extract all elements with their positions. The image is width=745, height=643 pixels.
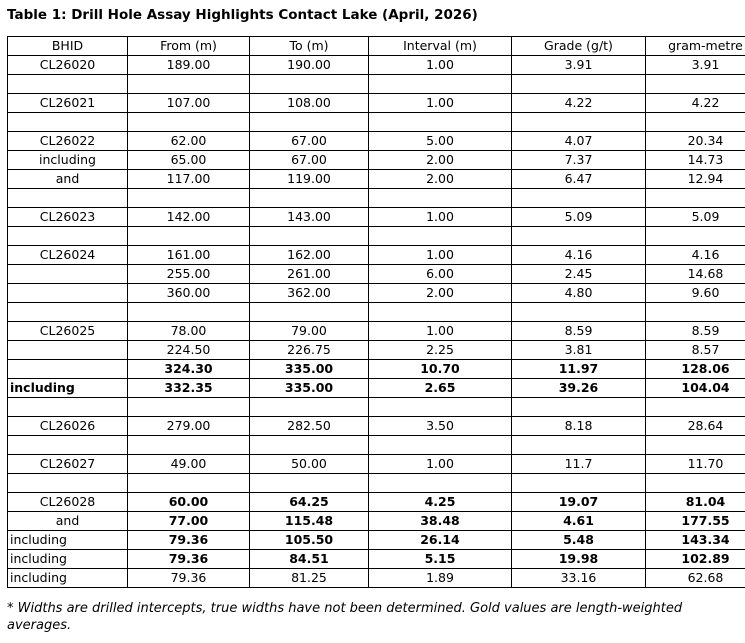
table-cell: 190.00: [250, 56, 369, 75]
table-cell: 143.34: [646, 531, 745, 550]
table-row: [8, 265, 745, 284]
table-cell: [512, 398, 646, 417]
table-cell: [512, 113, 646, 132]
table-cell: CL26022: [8, 132, 128, 151]
table-cell: including: [8, 569, 128, 588]
table-row: [8, 512, 745, 531]
table-cell: 107.00: [128, 94, 250, 113]
table-cell: 9.60: [646, 284, 745, 303]
spacer-row: [8, 436, 745, 455]
table-cell: CL26026: [8, 417, 128, 436]
table-cell: CL26028: [8, 493, 128, 512]
table-cell: 79.36: [128, 550, 250, 569]
table-cell: 261.00: [250, 265, 369, 284]
table-cell: 6.47: [512, 170, 646, 189]
table-cell: 26.14: [369, 531, 512, 550]
table-cell: including: [8, 151, 128, 170]
table-cell: [369, 436, 512, 455]
table-cell: 67.00: [250, 132, 369, 151]
column-header: Interval (m): [369, 37, 512, 56]
table-cell: 79.36: [128, 569, 250, 588]
table-cell: 78.00: [128, 322, 250, 341]
table-cell: [8, 360, 128, 379]
spacer-row: [8, 75, 745, 94]
table-cell: [8, 284, 128, 303]
table-cell: 28.64: [646, 417, 745, 436]
table-cell: 11.97: [512, 360, 646, 379]
table-cell: CL26021: [8, 94, 128, 113]
table-cell: 19.07: [512, 493, 646, 512]
table-row: [8, 246, 745, 265]
table-cell: 33.16: [512, 569, 646, 588]
table-cell: 4.22: [646, 94, 745, 113]
table-cell: 77.00: [128, 512, 250, 531]
table-cell: 4.22: [512, 94, 646, 113]
table-cell: 360.00: [128, 284, 250, 303]
table-cell: [8, 436, 128, 455]
table-cell: 62.68: [646, 569, 745, 588]
column-header: gram-metre: [646, 37, 745, 56]
table-cell: 1.00: [369, 246, 512, 265]
table-cell: and: [8, 512, 128, 531]
table-cell: [646, 398, 745, 417]
table-cell: [128, 113, 250, 132]
table-cell: 12.94: [646, 170, 745, 189]
spacer-row: [8, 113, 745, 132]
table-cell: 65.00: [128, 151, 250, 170]
table-cell: 4.07: [512, 132, 646, 151]
footnote: * Widths are drilled intercepts, true widths have not been determined. Gold values are length-weighted averages.: [7, 601, 683, 633]
table-cell: 3.91: [646, 56, 745, 75]
table-cell: 108.00: [250, 94, 369, 113]
table-row: [8, 341, 745, 360]
table-cell: 5.15: [369, 550, 512, 569]
table-cell: 4.80: [512, 284, 646, 303]
table-cell: 2.00: [369, 151, 512, 170]
table-cell: 119.00: [250, 170, 369, 189]
table-cell: [250, 75, 369, 94]
table-row: [8, 531, 745, 550]
table-row: [8, 94, 745, 113]
table-cell: [369, 75, 512, 94]
table-cell: [646, 227, 745, 246]
table-cell: 49.00: [128, 455, 250, 474]
table-cell: [512, 227, 646, 246]
table-cell: 335.00: [250, 379, 369, 398]
table-row: [8, 417, 745, 436]
table-cell: CL26027: [8, 455, 128, 474]
spacer-row: [8, 398, 745, 417]
table-cell: CL26020: [8, 56, 128, 75]
table-cell: 282.50: [250, 417, 369, 436]
table-cell: [369, 303, 512, 322]
table-cell: [250, 227, 369, 246]
table-cell: [646, 113, 745, 132]
table-cell: 105.50: [250, 531, 369, 550]
table-cell: including: [8, 531, 128, 550]
table-cell: 60.00: [128, 493, 250, 512]
table-cell: [128, 303, 250, 322]
table-cell: [8, 303, 128, 322]
table-cell: [8, 474, 128, 493]
table-row: [8, 569, 745, 588]
table-cell: CL26024: [8, 246, 128, 265]
table-cell: 4.25: [369, 493, 512, 512]
table-cell: 6.00: [369, 265, 512, 284]
table-cell: 38.48: [369, 512, 512, 531]
table-cell: 5.48: [512, 531, 646, 550]
table-cell: [369, 189, 512, 208]
table-cell: 224.50: [128, 341, 250, 360]
table-row: [8, 170, 745, 189]
table-cell: [250, 398, 369, 417]
table-cell: 81.04: [646, 493, 745, 512]
assay-table: [7, 36, 745, 588]
table-cell: [8, 265, 128, 284]
table-cell: [646, 75, 745, 94]
table-cell: [128, 474, 250, 493]
table-row: [8, 493, 745, 512]
table-row: [8, 284, 745, 303]
table-cell: 4.16: [646, 246, 745, 265]
table-cell: 1.00: [369, 94, 512, 113]
column-header: To (m): [250, 37, 369, 56]
table-cell: 117.00: [128, 170, 250, 189]
table-cell: [8, 227, 128, 246]
table-cell: 11.7: [512, 455, 646, 474]
table-cell: 14.73: [646, 151, 745, 170]
table-cell: [646, 436, 745, 455]
table-cell: 19.98: [512, 550, 646, 569]
table-cell: [128, 398, 250, 417]
table-cell: and: [8, 170, 128, 189]
table-cell: [369, 474, 512, 493]
table-cell: 162.00: [250, 246, 369, 265]
table-cell: 10.70: [369, 360, 512, 379]
table-cell: 2.65: [369, 379, 512, 398]
table-cell: [8, 189, 128, 208]
column-header: Grade (g/t): [512, 37, 646, 56]
table-cell: CL26025: [8, 322, 128, 341]
table-row: [8, 208, 745, 227]
table-cell: 1.89: [369, 569, 512, 588]
table-cell: [250, 303, 369, 322]
table-cell: [8, 75, 128, 94]
table-cell: 177.55: [646, 512, 745, 531]
table-cell: 79.00: [250, 322, 369, 341]
table-cell: 5.09: [646, 208, 745, 227]
table-cell: 8.59: [646, 322, 745, 341]
table-cell: [369, 113, 512, 132]
table-cell: 7.37: [512, 151, 646, 170]
table-row: [8, 550, 745, 569]
table-cell: 84.51: [250, 550, 369, 569]
table-title: Table 1: Drill Hole Assay Highlights Contact Lake (April, 2026): [7, 7, 478, 23]
table-cell: 81.25: [250, 569, 369, 588]
table-row: [8, 379, 745, 398]
table-row: [8, 56, 745, 75]
table-cell: 362.00: [250, 284, 369, 303]
table-row: [8, 360, 745, 379]
table-cell: [8, 398, 128, 417]
table-cell: [250, 474, 369, 493]
table-cell: 255.00: [128, 265, 250, 284]
column-header: BHID: [8, 37, 128, 56]
table-cell: [512, 75, 646, 94]
table-cell: including: [8, 550, 128, 569]
table-cell: [128, 189, 250, 208]
table-cell: 20.34: [646, 132, 745, 151]
table-cell: 102.89: [646, 550, 745, 569]
table-cell: 2.25: [369, 341, 512, 360]
table-row: [8, 322, 745, 341]
table-cell: 4.16: [512, 246, 646, 265]
table-cell: 2.45: [512, 265, 646, 284]
table-cell: [250, 113, 369, 132]
table-cell: [512, 189, 646, 208]
table-cell: 50.00: [250, 455, 369, 474]
table-cell: 128.06: [646, 360, 745, 379]
table-cell: [369, 227, 512, 246]
table-cell: [8, 341, 128, 360]
table-cell: 2.00: [369, 284, 512, 303]
table-cell: 1.00: [369, 455, 512, 474]
table-row: [8, 151, 745, 170]
table-cell: [250, 189, 369, 208]
table-cell: [512, 436, 646, 455]
table-cell: 79.36: [128, 531, 250, 550]
table-row: [8, 132, 745, 151]
table-cell: [369, 398, 512, 417]
table-cell: [128, 75, 250, 94]
table-cell: 3.91: [512, 56, 646, 75]
table-cell: [512, 303, 646, 322]
table-cell: CL26023: [8, 208, 128, 227]
table-cell: 226.75: [250, 341, 369, 360]
table-cell: 143.00: [250, 208, 369, 227]
table-cell: 335.00: [250, 360, 369, 379]
column-header: From (m): [128, 37, 250, 56]
table-cell: 279.00: [128, 417, 250, 436]
table-cell: 1.00: [369, 322, 512, 341]
table-cell: 64.25: [250, 493, 369, 512]
table-cell: 67.00: [250, 151, 369, 170]
table-cell: 8.59: [512, 322, 646, 341]
table-cell: 104.04: [646, 379, 745, 398]
table-cell: [512, 474, 646, 493]
table-cell: [646, 303, 745, 322]
table-cell: [8, 113, 128, 132]
table-cell: 189.00: [128, 56, 250, 75]
table-cell: 1.00: [369, 208, 512, 227]
table-cell: [646, 474, 745, 493]
spacer-row: [8, 227, 745, 246]
table-cell: 3.50: [369, 417, 512, 436]
table-cell: [128, 227, 250, 246]
table-cell: [128, 436, 250, 455]
table-cell: including: [8, 379, 128, 398]
spacer-row: [8, 303, 745, 322]
table-cell: 142.00: [128, 208, 250, 227]
table-cell: 332.35: [128, 379, 250, 398]
table-cell: 3.81: [512, 341, 646, 360]
table-cell: 5.00: [369, 132, 512, 151]
table-cell: 2.00: [369, 170, 512, 189]
table-cell: [646, 189, 745, 208]
header-row: [8, 37, 745, 56]
spacer-row: [8, 189, 745, 208]
table-cell: 115.48: [250, 512, 369, 531]
table-cell: 39.26: [512, 379, 646, 398]
table-cell: 11.70: [646, 455, 745, 474]
table-cell: 161.00: [128, 246, 250, 265]
table-cell: 5.09: [512, 208, 646, 227]
table-cell: 62.00: [128, 132, 250, 151]
table-cell: [250, 436, 369, 455]
table-cell: 14.68: [646, 265, 745, 284]
table-cell: 324.30: [128, 360, 250, 379]
table-row: [8, 455, 745, 474]
table-cell: 8.18: [512, 417, 646, 436]
spacer-row: [8, 474, 745, 493]
table-cell: 1.00: [369, 56, 512, 75]
table-cell: 4.61: [512, 512, 646, 531]
table-cell: 8.57: [646, 341, 745, 360]
